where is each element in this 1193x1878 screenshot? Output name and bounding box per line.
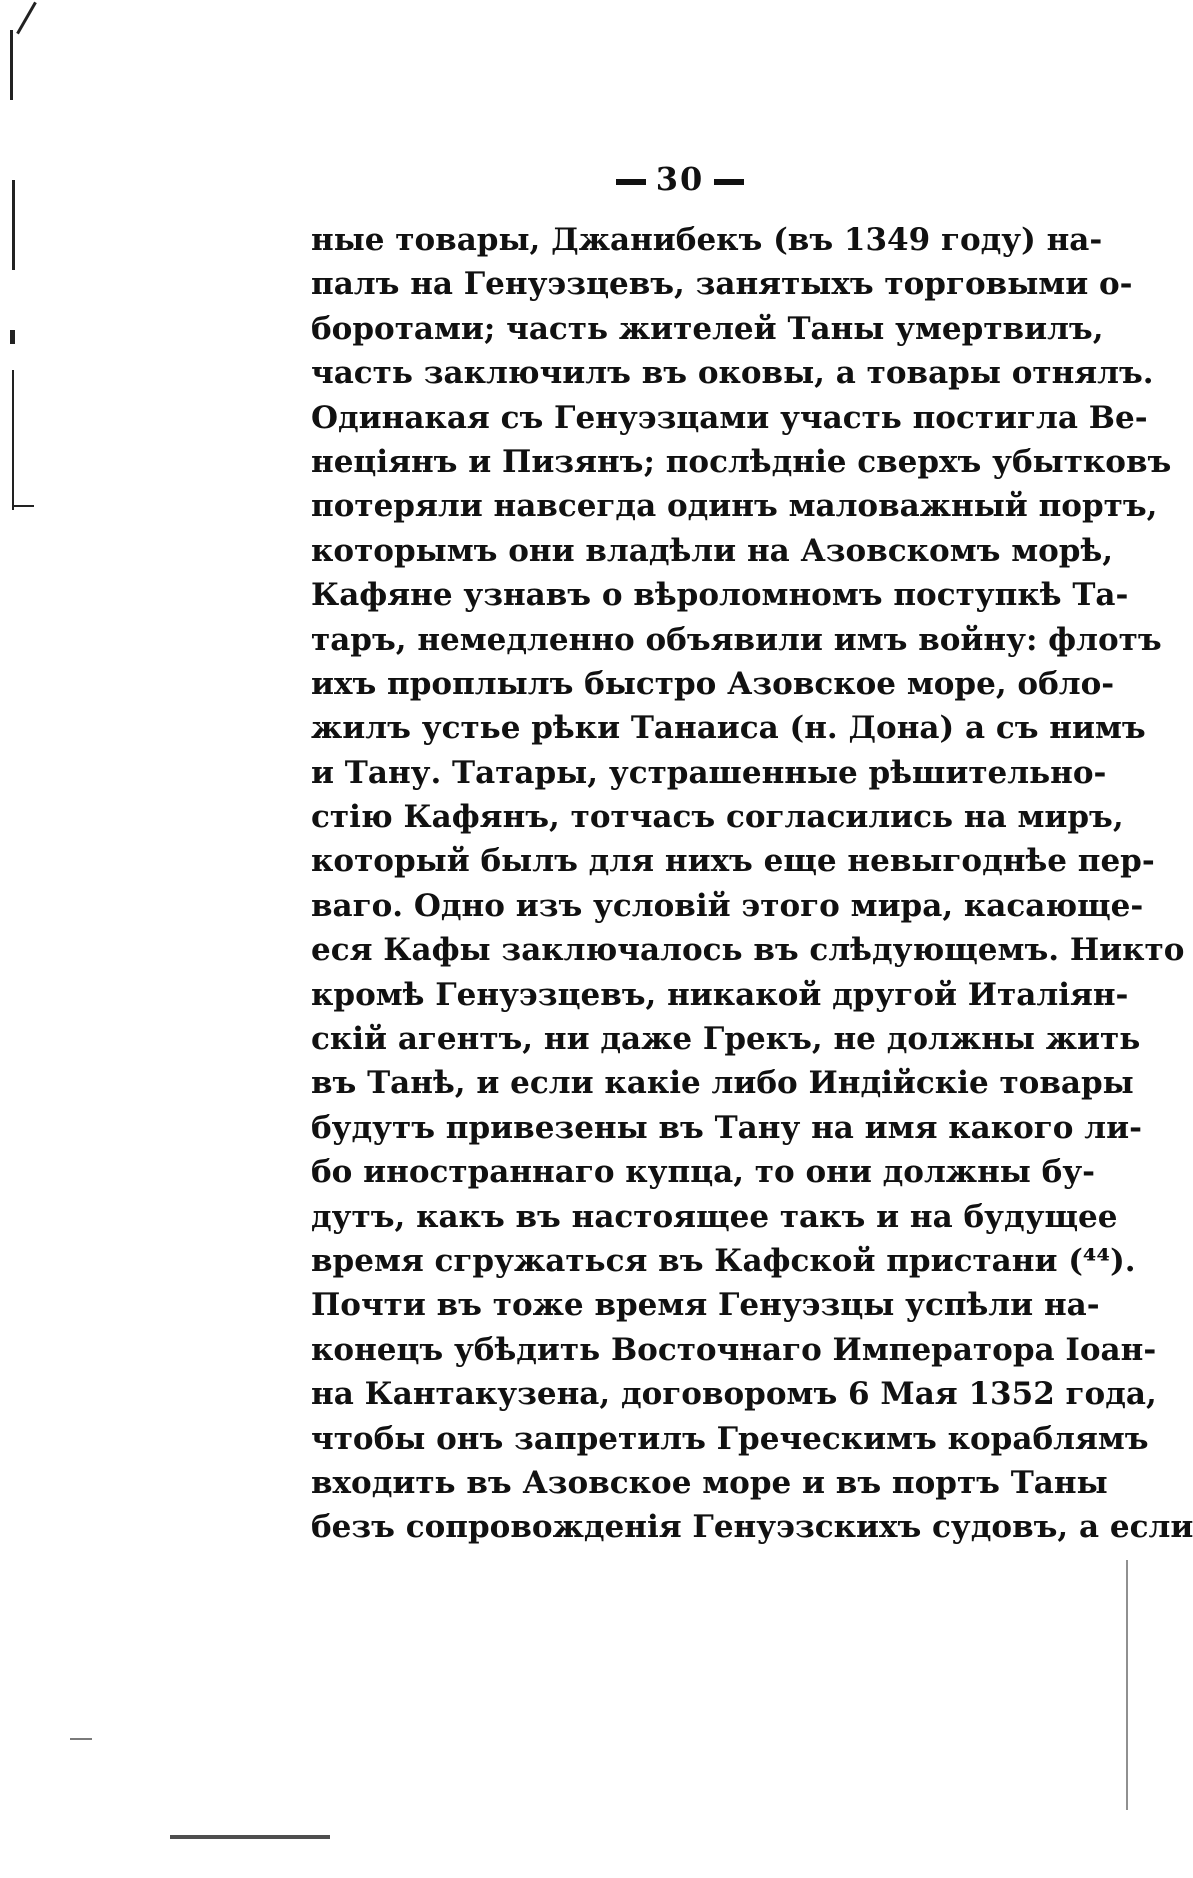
text-line: стію Кафянъ, тотчасъ согласились на миръ, — [311, 799, 1124, 836]
text-line: и Тану. Татары, устрашенные рѣшительно- — [311, 754, 1107, 791]
text-line: палъ на Генуэзцевъ, занятыхъ торговыми о- — [311, 266, 1133, 303]
text-line: чтобы онъ запретилъ Греческимъ кораблямъ — [311, 1420, 1149, 1457]
text-line: неціянъ и Пизянъ; послѣдніе сверхъ убытковъ — [311, 443, 1172, 480]
text-line: ихъ проплылъ быстро Азовское море, обло- — [311, 665, 1115, 702]
text-line: въ Танѣ, и если какіе либо Индійскіе товары — [311, 1065, 1134, 1102]
text-line: кромѣ Генуэзцевъ, никакой другой Италіян- — [311, 976, 1129, 1013]
scan-mark — [10, 330, 15, 344]
text-line: потеряли навсегда одинъ маловажный портъ, — [311, 488, 1158, 525]
text-line: ваго. Одно изъ условій этого мира, касающе- — [311, 887, 1144, 924]
scan-mark — [12, 370, 14, 510]
scan-mark — [1126, 1560, 1128, 1810]
text-line: Почти въ тоже время Генуэзцы успѣли на- — [311, 1287, 1100, 1324]
text-line: безъ сопровожденія Генуэзскихъ судовъ, а если — [311, 1509, 1193, 1546]
page-number-value: 30 — [655, 160, 705, 198]
text-line: дутъ, какъ въ настоящее такъ и на будущее — [311, 1198, 1118, 1235]
scan-mark — [10, 30, 13, 100]
scan-mark — [16, 2, 37, 35]
text-line: ные товары, Джанибекъ (въ 1349 году) на- — [311, 222, 1103, 258]
text-line: бо иностраннаго купца, то они должны бу- — [311, 1154, 1096, 1191]
text-line: Кафяне узнавъ о вѣроломномъ поступкѣ Та- — [311, 577, 1129, 614]
scan-mark — [170, 1835, 330, 1839]
scan-mark — [12, 505, 34, 507]
text-line: на Кантакузена, договоромъ 6 Мая 1352 года, — [311, 1376, 1157, 1413]
text-line: часть заключилъ въ оковы, а товары отнялъ. — [311, 355, 1154, 392]
text-line: таръ, немедленно объявили имъ войну: флотъ — [311, 621, 1162, 658]
scan-mark — [12, 180, 15, 270]
text-line: будутъ привезены въ Тану на имя какого ли- — [311, 1109, 1142, 1146]
text-line: боротами; часть жителей Таны умертвилъ, — [311, 310, 1104, 347]
page-number-dash — [714, 179, 744, 185]
text-line: конецъ убѣдить Восточнаго Императора Іоан- — [311, 1331, 1157, 1368]
text-line: еся Кафы заключалось въ слѣдующемъ. Никто — [311, 932, 1185, 969]
text-line: входить въ Азовское море и въ портъ Таны — [311, 1464, 1108, 1501]
text-line: время сгружаться въ Кафской пристани (⁴⁴). — [311, 1242, 1136, 1279]
text-line: который былъ для нихъ еще невыгоднѣе пер- — [311, 843, 1155, 880]
text-line: скій агентъ, ни даже Грекъ, не должны жить — [311, 1021, 1141, 1058]
text-line: жилъ устье рѣки Танаиса (н. Дона) а съ нимъ — [311, 710, 1146, 747]
text-line: Одинакая съ Генуэзцами участь постигла Ве- — [311, 399, 1148, 436]
text-line: которымъ они владѣли на Азовскомъ морѣ, — [311, 532, 1114, 569]
page-number — [560, 160, 800, 198]
scan-mark — [70, 1738, 92, 1740]
page-number-dash — [616, 179, 646, 185]
body-text — [311, 218, 1193, 1550]
